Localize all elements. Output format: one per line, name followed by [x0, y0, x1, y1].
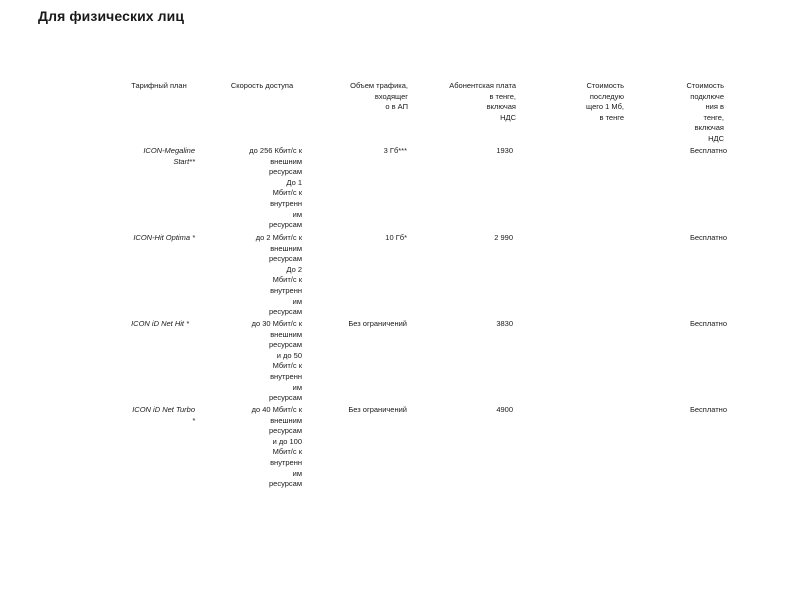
connection-cell: Бесплатно [689, 233, 727, 242]
connection-cell: Бесплатно [689, 319, 727, 328]
fee-cell: 2 990 [494, 233, 513, 242]
page-title: Для физических лиц [38, 8, 185, 24]
header-speed: Скорость доступа [230, 81, 294, 90]
traffic-cell: 10 Гб* [385, 233, 407, 242]
traffic-cell: Без ограничений [348, 319, 407, 328]
header-connection: Стоимость подключе ния в тенге, включая НДС [686, 81, 724, 143]
header-traffic: Объем трафика, входящег о в АП [350, 81, 408, 112]
plan-cell: ICON-Megaline Start** [143, 146, 195, 166]
speed-cell: до 30 Мбит/с к внешним ресурсам и до 50 Мбит/с к внутренн им ресурсам [251, 319, 302, 403]
connection-cell: Бесплатно [689, 146, 727, 155]
connection-cell: Бесплатно [689, 405, 727, 414]
fee-cell: 3830 [496, 319, 513, 328]
fee-cell: 4900 [496, 405, 513, 414]
speed-cell: до 40 Мбит/с к внешним ресурсам и до 100 Мбит/с к внутренн им ресурсам [251, 405, 302, 489]
header-fee: Абонентская плата в тенге, включая НДС [449, 81, 516, 122]
speed-cell: до 2 Мбит/с к внешним ресурсам До 2 Мбит/с к внутренн им ресурсам [255, 233, 302, 317]
header-plan: Тарифный план [131, 81, 187, 90]
plan-cell: ICON iD Net Hit * [131, 319, 189, 328]
plan-cell: ICON-Hit Optima * [133, 233, 195, 242]
header-next-mb: Стоимость последую щего 1 Мб, в тенге [586, 81, 624, 122]
plan-cell: ICON iD Net Turbo * [132, 405, 195, 425]
fee-cell: 1930 [496, 146, 513, 155]
speed-cell: до 256 Кбит/с к внешним ресурсам До 1 Мбит/с к внутренн им ресурсам [249, 146, 302, 230]
traffic-cell: Без ограничений [348, 405, 407, 414]
traffic-cell: 3 Гб*** [383, 146, 407, 155]
